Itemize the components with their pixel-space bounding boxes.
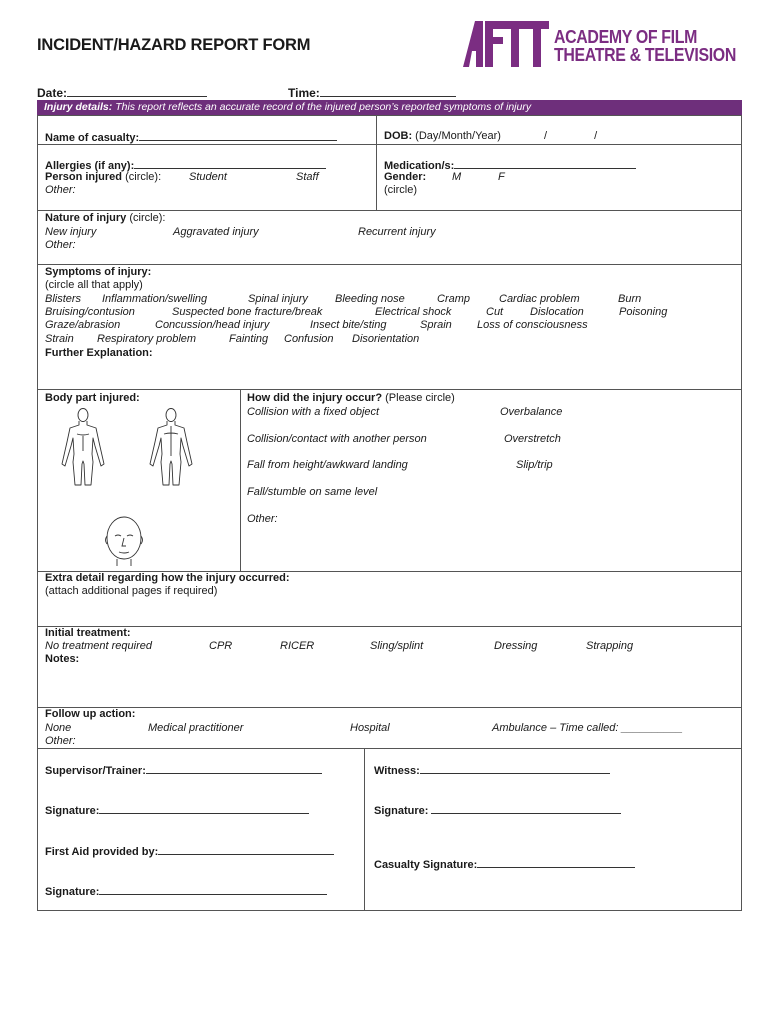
divider xyxy=(364,748,365,910)
medication-label: Medication/s: xyxy=(384,160,455,172)
body-back-icon[interactable] xyxy=(136,406,206,486)
how-option[interactable]: Fall from height/awkward landing xyxy=(247,459,408,471)
how-option[interactable]: Overstretch xyxy=(504,433,561,445)
dob-label: DOB: xyxy=(384,130,413,142)
person-injured-label: Person injured xyxy=(45,171,123,183)
how-option[interactable]: Overbalance xyxy=(500,406,563,418)
symptom-option[interactable]: Spinal injury xyxy=(248,293,308,305)
how-other-label[interactable]: Other: xyxy=(247,513,278,525)
divider xyxy=(38,626,741,627)
time-label: Time: xyxy=(288,86,320,100)
notes-label: Notes: xyxy=(45,653,80,665)
symptom-option[interactable]: Graze/abrasion xyxy=(45,319,121,331)
option-staff[interactable]: Staff xyxy=(296,171,319,183)
divider xyxy=(38,264,741,265)
symptom-option[interactable]: Loss of consciousness xyxy=(477,319,588,331)
form-title: INCIDENT/HAZARD REPORT FORM xyxy=(37,36,311,54)
time-field[interactable] xyxy=(288,86,456,100)
how-option[interactable]: Collision with a fixed object xyxy=(247,406,380,418)
extra-detail-label: Extra detail regarding how the injury occurred: xyxy=(45,572,290,584)
nature-other-label[interactable]: Other: xyxy=(45,239,76,251)
injury-details-band xyxy=(37,100,742,115)
option-recurrent-injury[interactable]: Recurrent injury xyxy=(358,226,436,238)
supervisor-label: Supervisor/Trainer: xyxy=(45,765,146,777)
first-aid-label: First Aid provided by: xyxy=(45,846,159,858)
treatment-option[interactable]: Sling/splint xyxy=(370,640,424,652)
logo-line-1: ACADEMY OF FILM xyxy=(554,26,698,47)
gender-label: Gender: xyxy=(384,171,427,183)
symptom-option[interactable]: Electrical shock xyxy=(375,306,452,318)
how-option[interactable]: Fall/stumble on same level xyxy=(247,486,378,498)
how-option[interactable]: Slip/trip xyxy=(516,459,553,471)
casualty-signature-label: Casualty Signature: xyxy=(374,859,478,871)
further-explanation-label: Further Explanation: xyxy=(45,347,153,359)
date-field[interactable] xyxy=(37,86,207,100)
dob-separator: / xyxy=(544,130,548,142)
symptom-option[interactable]: Sprain xyxy=(420,319,452,331)
signature-label: Signature: xyxy=(374,805,429,817)
symptom-option[interactable]: Blisters xyxy=(45,293,82,305)
nature-label: Nature of injury xyxy=(45,212,127,224)
head-face-icon[interactable] xyxy=(100,514,148,566)
divider xyxy=(38,210,741,211)
witness-signature-field[interactable] xyxy=(374,803,621,819)
body-part-label: Body part injured: xyxy=(45,392,140,404)
followup-option[interactable]: Medical practitioner xyxy=(148,722,244,734)
initial-treatment-label: Initial treatment: xyxy=(45,627,131,639)
option-aggravated-injury[interactable]: Aggravated injury xyxy=(173,226,259,238)
first-aid-signature-field[interactable] xyxy=(45,884,327,900)
treatment-option[interactable]: No treatment required xyxy=(45,640,152,652)
symptom-option[interactable]: Confusion xyxy=(284,333,334,345)
symptom-option[interactable]: Concussion/head injury xyxy=(155,319,270,331)
symptom-option[interactable]: Dislocation xyxy=(530,306,584,318)
report-form xyxy=(37,115,742,911)
symptom-option[interactable]: Disorientation xyxy=(352,333,420,345)
symptom-option[interactable]: Bleeding nose xyxy=(335,293,405,305)
band-label: Injury details: xyxy=(44,101,113,113)
how-injury-heading xyxy=(247,392,455,406)
symptom-option[interactable]: Bruising/contusion xyxy=(45,306,135,318)
treatment-option[interactable]: RICER xyxy=(280,640,315,652)
date-label: Date: xyxy=(37,86,68,100)
extra-detail-hint: (attach additional pages if required) xyxy=(45,585,218,597)
person-injured-hint: (circle): xyxy=(125,171,162,183)
dob-format: (Day/Month/Year) xyxy=(415,130,501,142)
symptom-option[interactable]: Cardiac problem xyxy=(499,293,580,305)
symptom-option[interactable]: Cramp xyxy=(437,293,471,305)
logo-wordmark xyxy=(554,28,736,64)
how-injury-hint: (Please circle) xyxy=(385,392,455,404)
signature-label: Signature: xyxy=(45,805,100,817)
supervisor-signature-field[interactable] xyxy=(45,803,309,819)
symptom-option[interactable]: Burn xyxy=(618,293,642,305)
option-new-injury[interactable]: New injury xyxy=(45,226,97,238)
allergies-label: Allergies (if any): xyxy=(45,160,135,172)
divider xyxy=(240,389,241,571)
academy-logo xyxy=(463,17,735,69)
symptom-option[interactable]: Cut xyxy=(486,306,504,318)
symptom-option[interactable]: Insect bite/sting xyxy=(310,319,387,331)
symptom-option[interactable]: Suspected bone fracture/break xyxy=(172,306,323,318)
symptoms-label: Symptoms of injury: xyxy=(45,266,152,278)
followup-option[interactable]: None xyxy=(45,722,72,734)
aftt-logo-mark-icon xyxy=(463,17,551,67)
witness-label: Witness: xyxy=(374,765,420,777)
dob-field[interactable] xyxy=(384,130,597,144)
symptoms-hint: (circle all that apply) xyxy=(45,279,143,291)
divider xyxy=(38,748,741,749)
band-text: This report reflects an accurate record of the injured person’s reported symptoms of injury xyxy=(115,101,532,113)
symptom-option[interactable]: Poisoning xyxy=(619,306,668,318)
nature-of-injury-heading xyxy=(45,212,165,226)
treatment-option[interactable]: Dressing xyxy=(494,640,538,652)
symptom-option[interactable]: Strain xyxy=(45,333,74,345)
symptom-option[interactable]: Respiratory problem xyxy=(97,333,197,345)
symptom-option[interactable]: Inflammation/swelling xyxy=(102,293,208,305)
nature-hint: (circle): xyxy=(129,212,166,224)
body-front-icon[interactable] xyxy=(48,406,118,486)
followup-option[interactable]: Hospital xyxy=(350,722,390,734)
option-student[interactable]: Student xyxy=(189,171,227,183)
how-injury-label: How did the injury occur? xyxy=(247,392,383,404)
follow-up-label: Follow up action: xyxy=(45,708,136,720)
witness-field[interactable] xyxy=(374,763,610,779)
supervisor-field[interactable] xyxy=(45,763,322,779)
symptom-option[interactable]: Fainting xyxy=(229,333,269,345)
gender-hint: (circle) xyxy=(384,184,417,196)
divider xyxy=(376,116,377,211)
signature-label: Signature: xyxy=(45,886,100,898)
casualty-name-field[interactable] xyxy=(45,130,337,146)
logo-line-2: THEATRE & TELEVISION xyxy=(554,44,736,65)
dob-separator: / xyxy=(594,130,598,142)
treatment-option[interactable]: Strapping xyxy=(586,640,634,652)
how-option[interactable]: Collision/contact with another person xyxy=(247,433,427,445)
first-aid-field[interactable] xyxy=(45,844,334,860)
person-other-label[interactable]: Other: xyxy=(45,184,76,196)
followup-other-label[interactable]: Other: xyxy=(45,735,76,747)
treatment-option[interactable]: CPR xyxy=(209,640,233,652)
divider xyxy=(38,707,741,708)
casualty-signature-field[interactable] xyxy=(374,857,635,873)
divider xyxy=(38,389,741,390)
option-gender-f[interactable]: F xyxy=(498,171,505,183)
followup-option-ambulance[interactable]: Ambulance – Time called: __________ xyxy=(492,722,683,734)
casualty-name-label: Name of casualty: xyxy=(45,132,140,144)
option-gender-m[interactable]: M xyxy=(452,171,462,183)
person-injured-row xyxy=(45,171,161,185)
